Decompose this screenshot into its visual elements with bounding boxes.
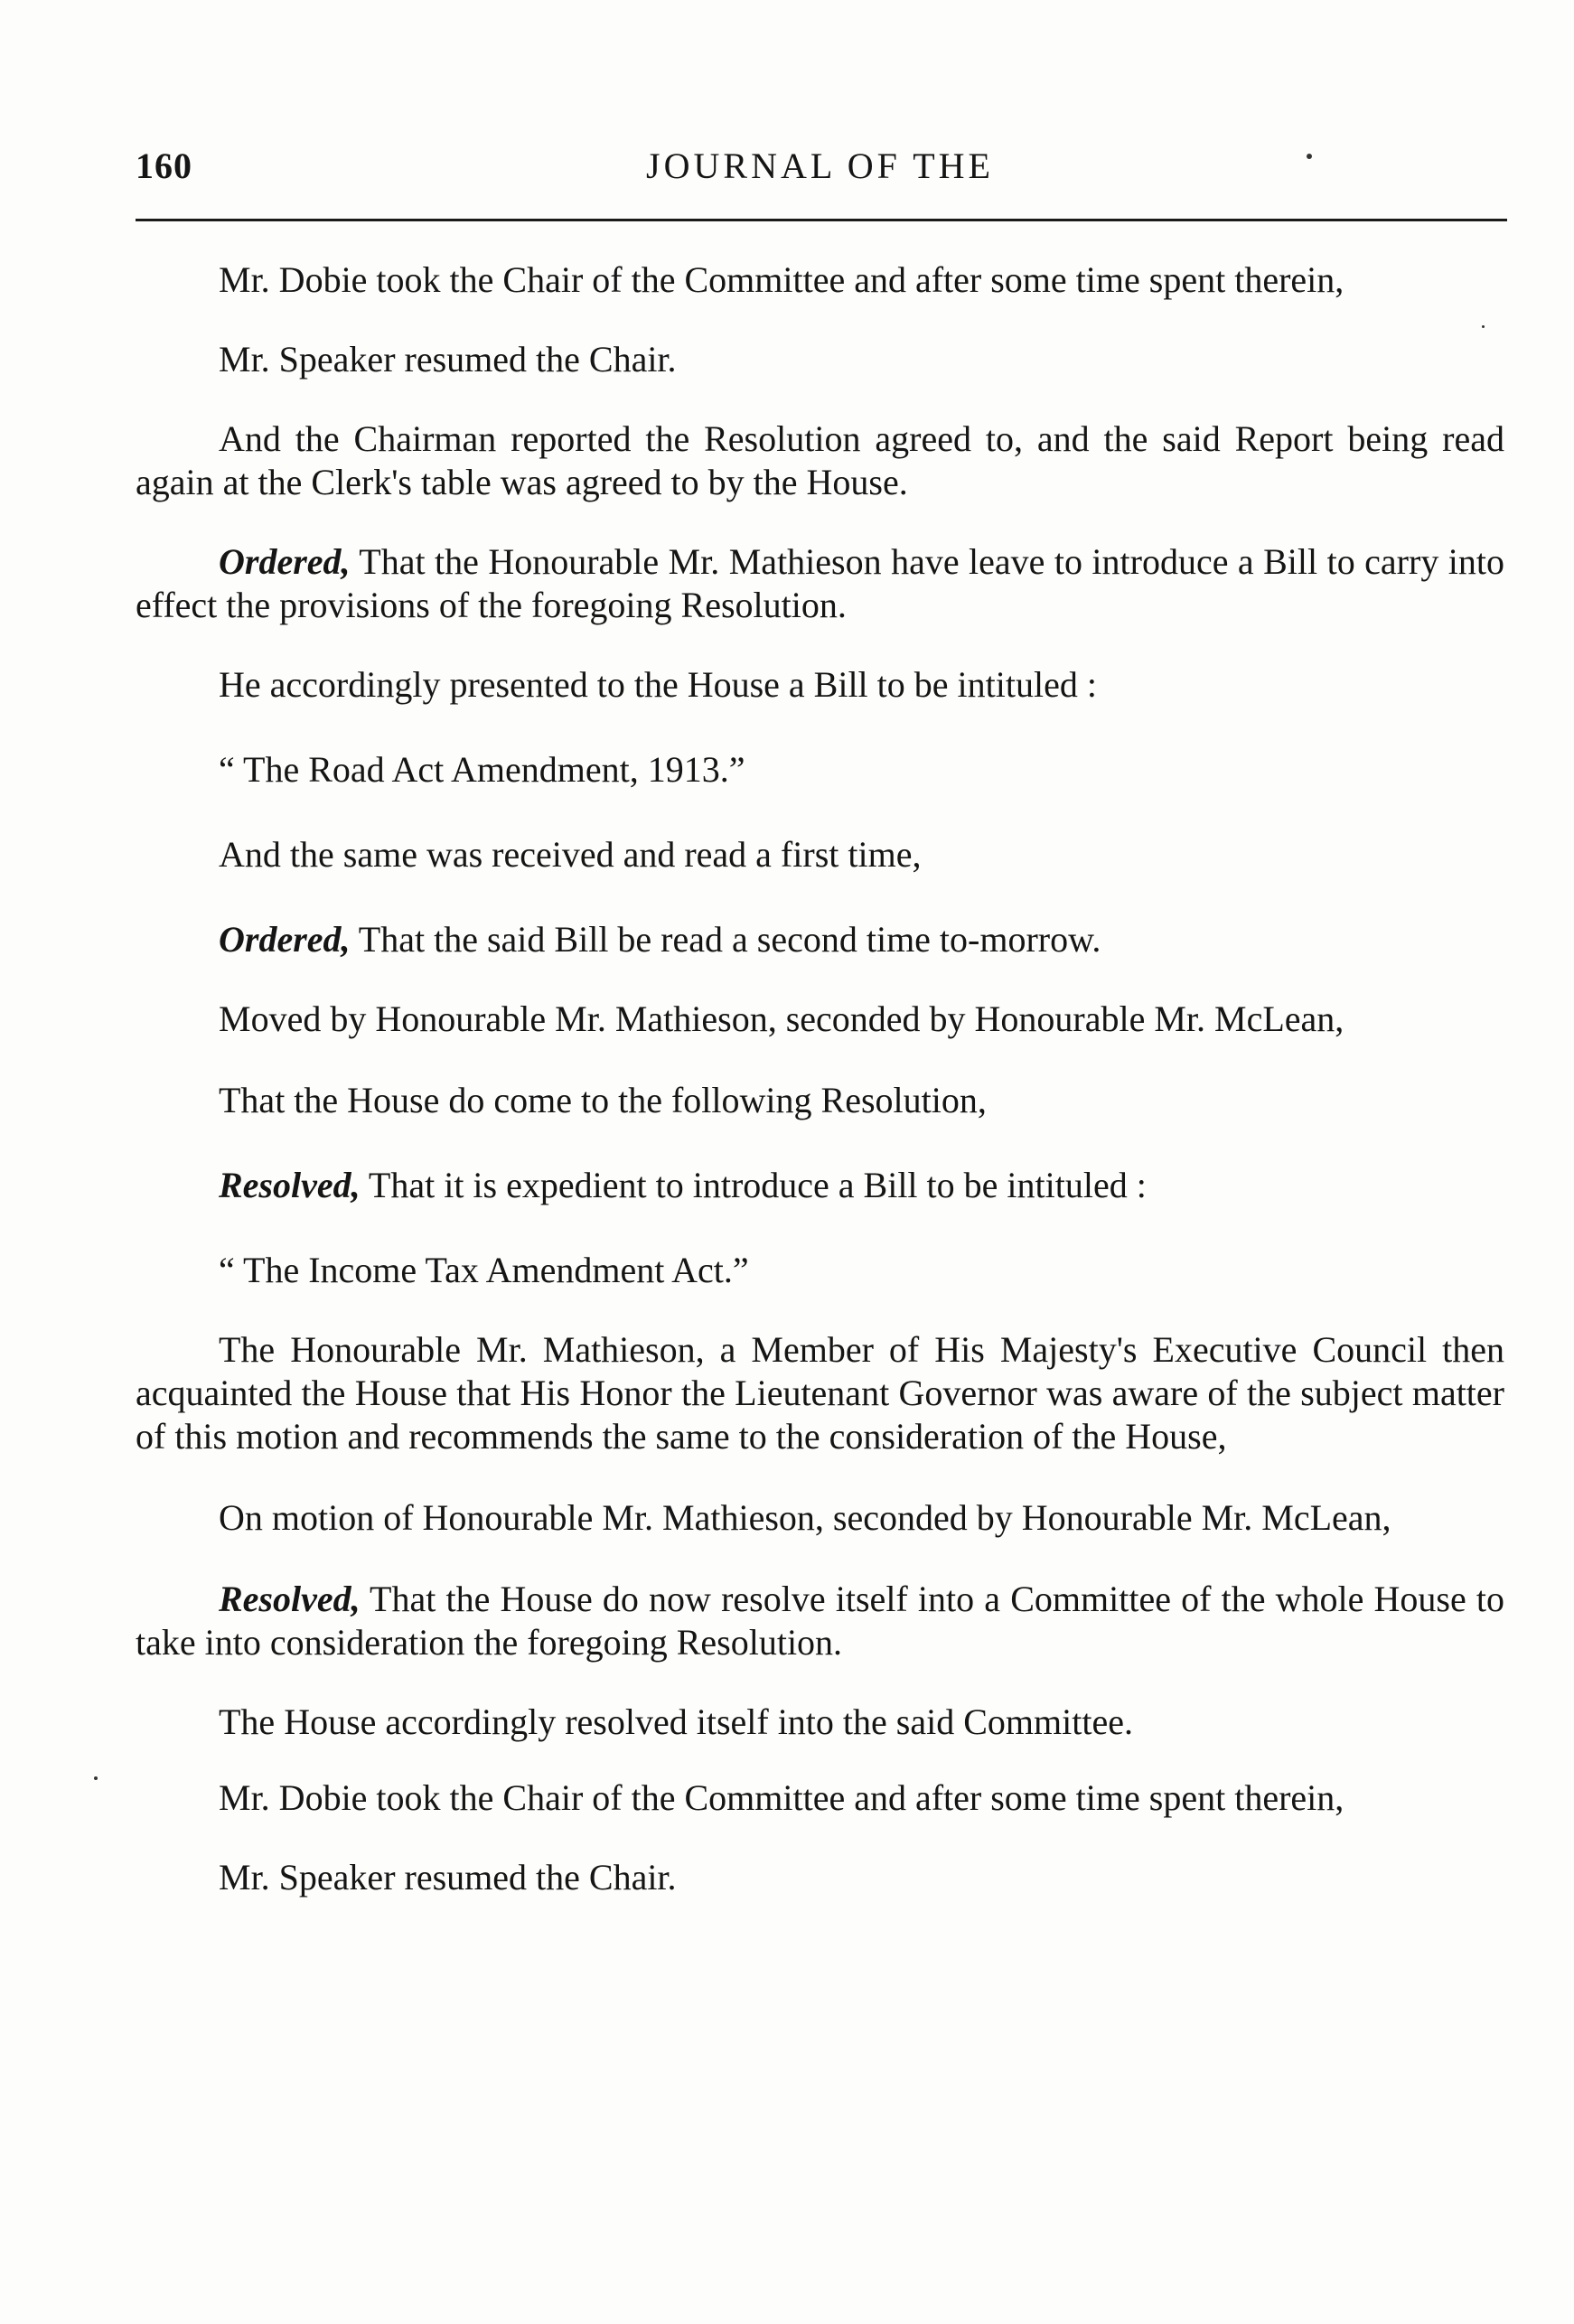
paragraph-text: Mr. Speaker resumed the Chair. <box>219 1857 677 1898</box>
paragraph <box>136 1328 1504 1458</box>
paragraph <box>136 918 1504 961</box>
paragraph-text: The Honourable Mr. Mathieson, a Member of His Majesty's Executive Council then acquainted the House that His Honor the Lieutenant Governor was aware of the subject matter of this motion and recommends the same to the consideration of the House, <box>136 1329 1504 1457</box>
paragraph <box>136 1701 1504 1744</box>
paragraph-text: The House accordingly resolved itself into the said Committee. <box>219 1701 1133 1742</box>
paragraph <box>136 417 1504 504</box>
paragraph-text: “ The Income Tax Amendment Act.” <box>219 1250 749 1290</box>
paragraph-text: That the House do come to the following Resolution, <box>219 1080 987 1120</box>
running-head: JOURNAL OF THE <box>646 145 994 186</box>
paragraph-text: That the House do now resolve itself into a Committee of the whole House to take into consideration the foregoing Resolution. <box>136 1579 1504 1663</box>
paragraph-lead: Resolved, <box>219 1579 361 1619</box>
page-header <box>136 145 1504 199</box>
ink-speck <box>1307 154 1312 159</box>
page-number: 160 <box>136 145 192 186</box>
paragraph-text: Moved by Honourable Mr. Mathieson, seconded by Honourable Mr. McLean, <box>219 998 1344 1039</box>
paragraph <box>136 1496 1504 1540</box>
paragraph <box>136 1578 1504 1664</box>
paragraph-text: Mr. Dobie took the Chair of the Committee and after some time spent therein, <box>219 259 1344 300</box>
paragraph-text: And the Chairman reported the Resolution agreed to, and the said Report being read again at the Clerk's table was agreed to by the House. <box>136 418 1504 502</box>
paragraph <box>136 1249 1504 1292</box>
paragraph-text: Mr. Dobie took the Chair of the Committee and after some time spent therein, <box>219 1777 1344 1818</box>
paragraph <box>136 1079 1504 1122</box>
paragraph <box>136 998 1504 1041</box>
paragraph <box>136 1856 1504 1899</box>
paragraph <box>136 540 1504 627</box>
paragraph <box>136 833 1504 876</box>
paragraph-lead: Ordered, <box>219 541 351 582</box>
paragraph-lead: Resolved, <box>219 1165 361 1205</box>
header-rule <box>136 219 1507 221</box>
paragraph <box>136 748 1504 792</box>
paragraph-text: That the said Bill be read a second time to-morrow. <box>350 919 1101 960</box>
paragraph-text: And the same was received and read a first time, <box>219 834 922 875</box>
paragraph-text: “ The Road Act Amendment, 1913.” <box>219 749 745 790</box>
paragraph-text: On motion of Honourable Mr. Mathieson, seconded by Honourable Mr. McLean, <box>219 1497 1391 1538</box>
paragraph <box>136 1776 1504 1820</box>
paragraph-text: That the Honourable Mr. Mathieson have leave to introduce a Bill to carry into effect the provisions of the foregoing Resolution. <box>136 541 1504 625</box>
journal-body <box>136 258 1504 1899</box>
paragraph <box>136 258 1504 302</box>
paragraph <box>136 338 1504 381</box>
ink-speck <box>1482 325 1485 328</box>
paragraph-text: Mr. Speaker resumed the Chair. <box>219 339 677 380</box>
paragraph-text: He accordingly presented to the House a Bill to be intituled : <box>219 664 1097 705</box>
ink-speck <box>94 1776 98 1780</box>
paragraph <box>136 1164 1504 1207</box>
paragraph <box>136 663 1504 707</box>
paragraph-lead: Ordered, <box>219 919 351 960</box>
paragraph-text: That it is expedient to introduce a Bill to be intituled : <box>360 1165 1147 1205</box>
